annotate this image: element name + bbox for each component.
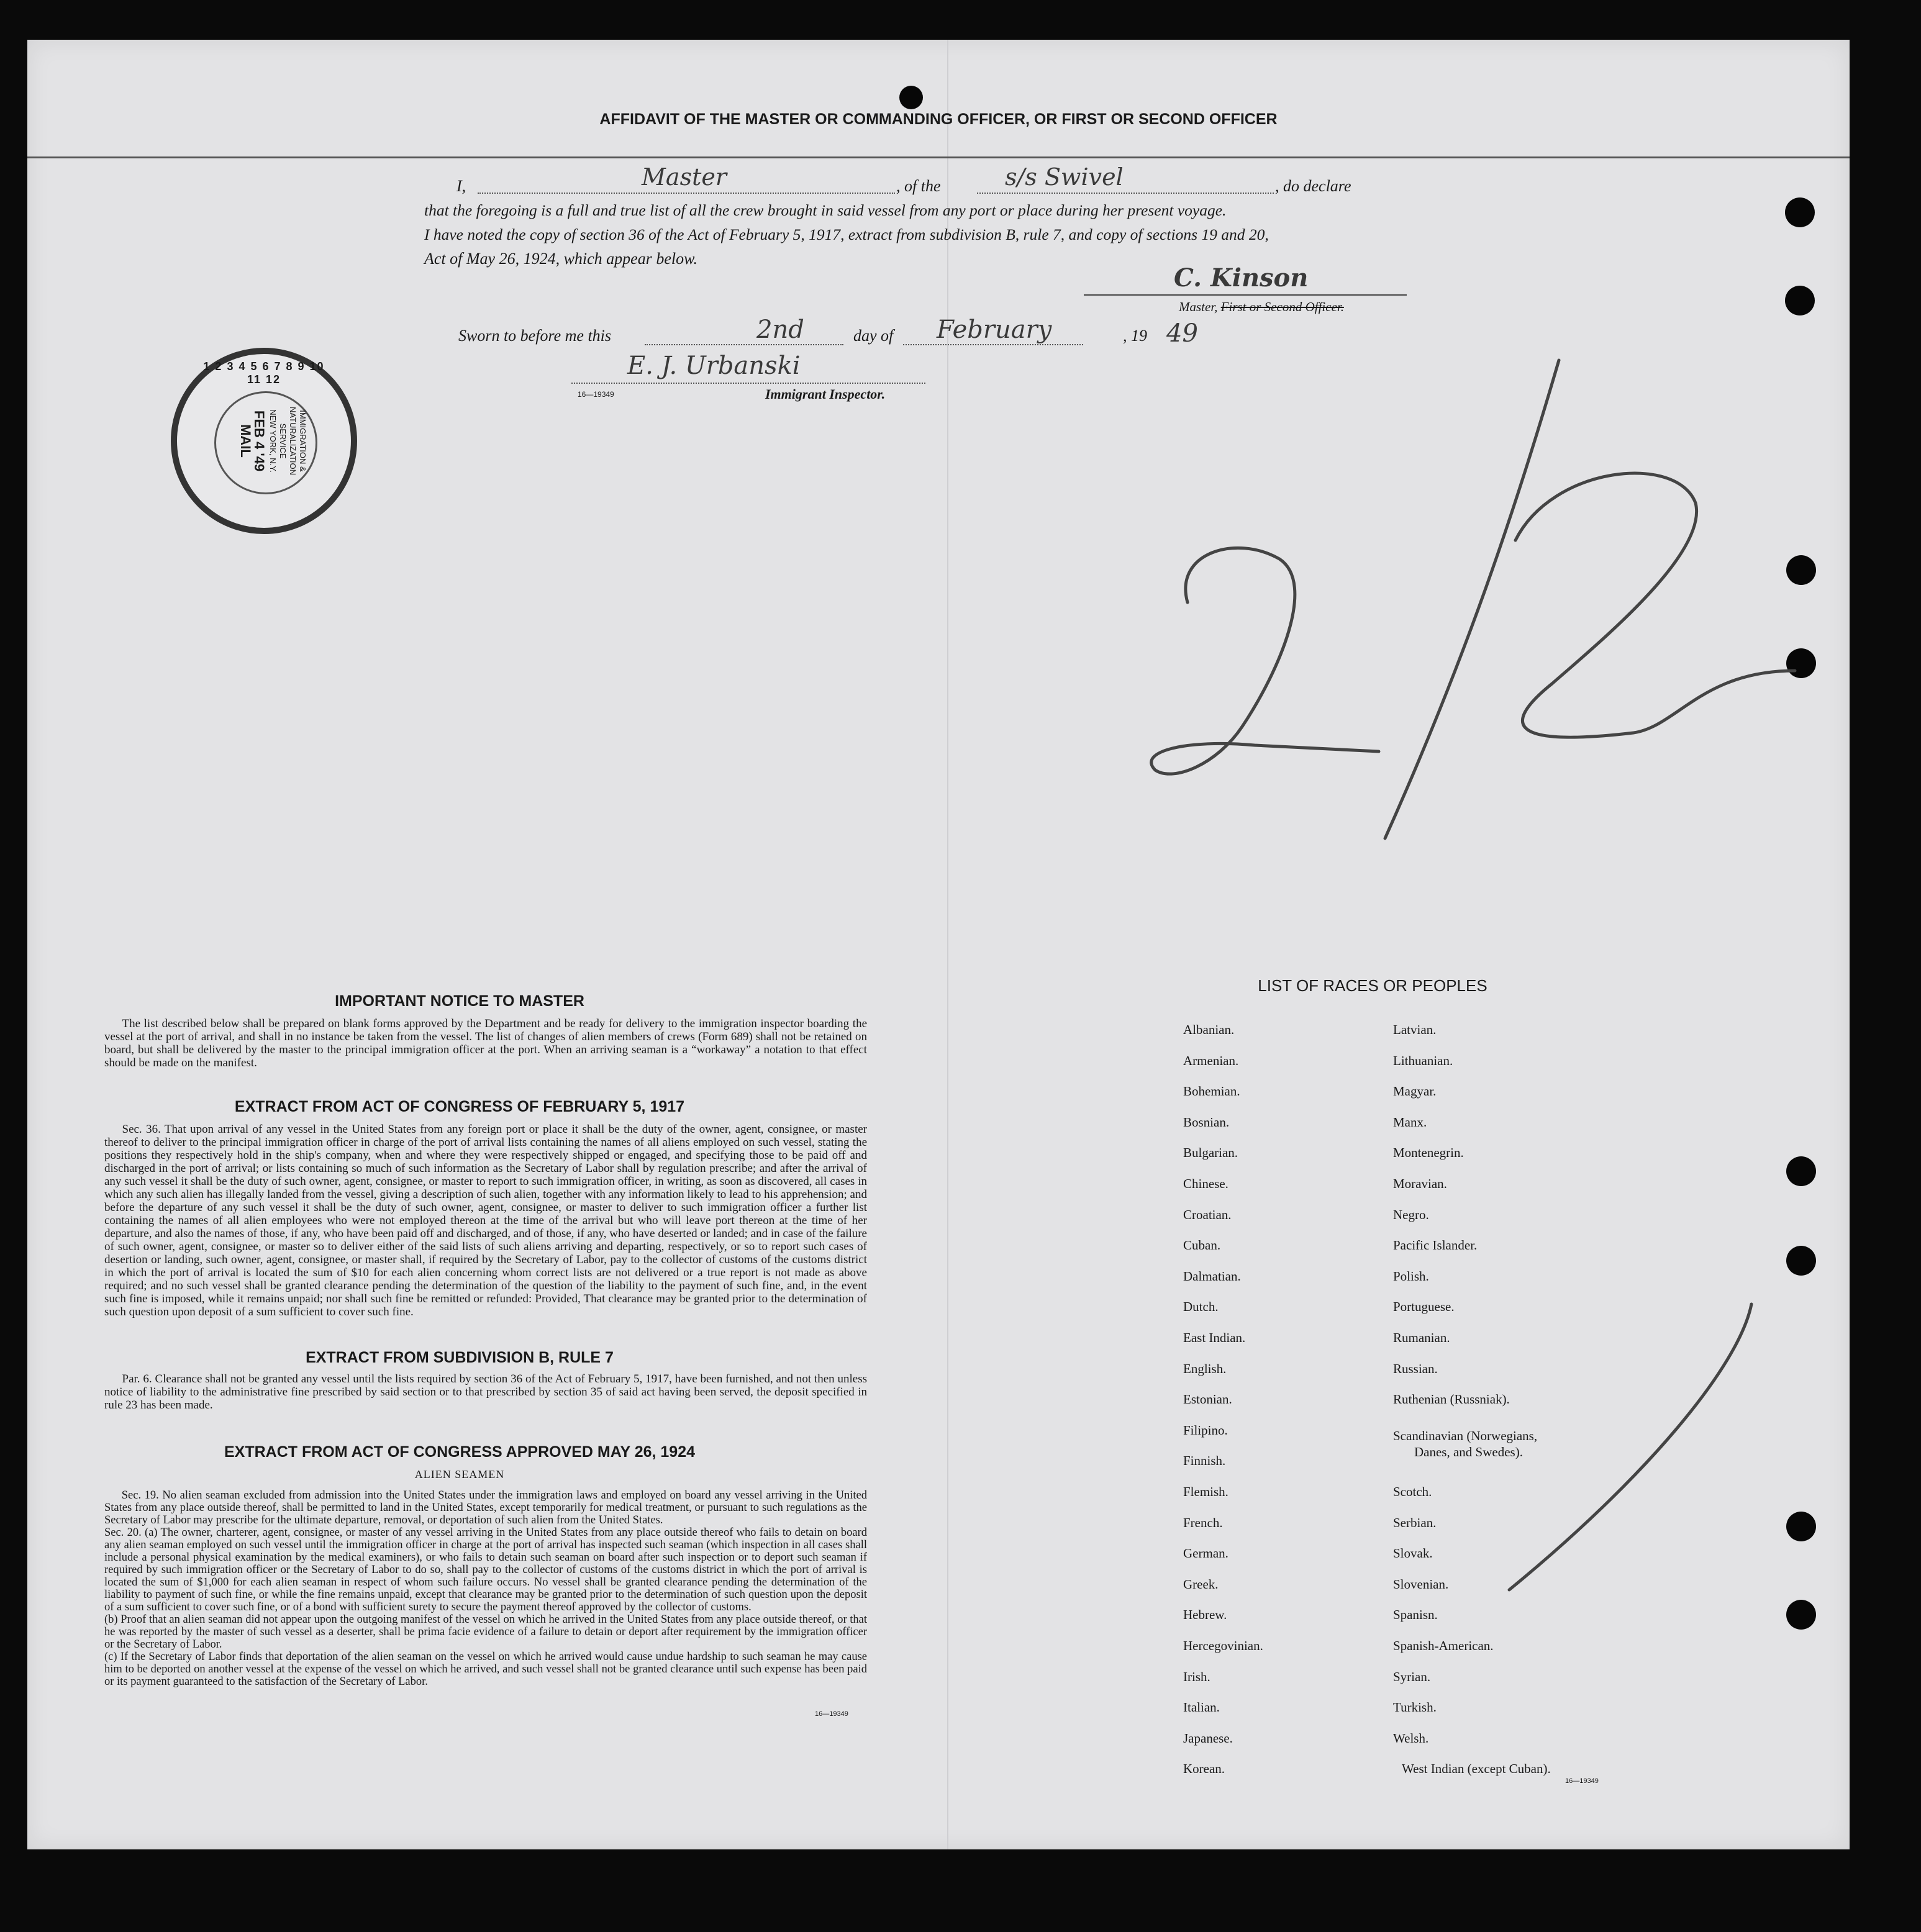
- race-item: Chinese.: [1183, 1176, 1228, 1191]
- race-item: Armenian.: [1183, 1053, 1239, 1068]
- fold-line: [947, 40, 948, 1849]
- handwritten-slash: [1491, 1292, 1776, 1602]
- sworn-line: [458, 315, 1228, 355]
- race-item: Russian.: [1393, 1361, 1438, 1376]
- race-item: Montenegrin.: [1393, 1145, 1464, 1161]
- race-item: Polish.: [1393, 1268, 1429, 1284]
- day-of-label: day of: [853, 327, 894, 345]
- race-item: Irish.: [1183, 1669, 1210, 1684]
- rank-handwritten: Master: [642, 163, 727, 191]
- race-item: Slovak.: [1393, 1546, 1433, 1561]
- notice-body: The list described below shall be prepared on blank forms approved by the Department and be ready for delivery to the immigration inspector boarding the vessel at the port of arrival, and shall in no instance be taken from the vessel. The list of changes of alien members of crews (Form 689) shall not be retained on board, but shall be delivered by the master to the principal immigration officer at the port. When an arriving seaman is a “workaway” a notation to that effect should be made on the manifest.: [104, 1017, 867, 1069]
- race-item: Croatian.: [1183, 1207, 1232, 1222]
- race-item: Filipino.: [1183, 1422, 1228, 1438]
- sworn-label: Sworn to before me this: [458, 327, 612, 345]
- race-item: Syrian.: [1393, 1669, 1431, 1684]
- stamp-line-5: MAIL: [238, 424, 253, 458]
- punch-hole: [1786, 1246, 1816, 1276]
- annotation-2-2-strokes: [1118, 348, 1801, 857]
- affidavit-line-2: that the foregoing is a full and true list of all the crew brought in said vessel from any port or place during her present voyage.: [424, 201, 1227, 219]
- year-handwritten: 49: [1166, 319, 1198, 348]
- race-item: Dutch.: [1183, 1299, 1219, 1315]
- stamp-line-2: SERVICE: [278, 423, 288, 459]
- race-item: Flemish.: [1183, 1484, 1228, 1499]
- punch-hole: [1785, 286, 1815, 315]
- month-handwritten: February: [937, 315, 1052, 344]
- race-item: Spanisn.: [1393, 1607, 1438, 1623]
- race-item: Bosnian.: [1183, 1114, 1230, 1130]
- race-item: French.: [1183, 1515, 1223, 1530]
- header-rule: [27, 156, 1850, 158]
- race-item: Moravian.: [1393, 1176, 1447, 1191]
- of-the-label: , of the: [896, 177, 941, 195]
- extract-rule7-title: EXTRACT FROM SUBDIVISION B, RULE 7: [306, 1349, 614, 1366]
- inspector-line: [571, 383, 925, 384]
- form-number-right: 16—19349: [1565, 1777, 1599, 1785]
- signature-line: [1084, 294, 1407, 296]
- master-signature: C. Kinson: [1174, 263, 1309, 293]
- race-item: Serbian.: [1393, 1515, 1437, 1530]
- race-item: Dalmatian.: [1183, 1268, 1241, 1284]
- notice-title: IMPORTANT NOTICE TO MASTER: [335, 992, 584, 1010]
- punch-hole: [1786, 1512, 1816, 1541]
- stamp-line-3: NEW YORK, N.Y.: [268, 409, 278, 473]
- year-prefix: , 19: [1123, 327, 1147, 345]
- signature-caption: [1179, 299, 1344, 315]
- inspector-signature: E. J. Urbanski: [627, 351, 801, 380]
- immigration-date-stamp: [171, 348, 357, 534]
- race-item: Greek.: [1183, 1576, 1219, 1592]
- affidavit-line-4: Act of May 26, 1924, which appear below.: [424, 250, 698, 268]
- i-label: I,: [456, 177, 466, 195]
- race-item: Turkish.: [1393, 1700, 1437, 1715]
- inspector-caption: Immigrant Inspector.: [765, 386, 886, 402]
- race-item: West Indian (except Cuban).: [1402, 1761, 1551, 1777]
- race-item: Finnish.: [1183, 1453, 1226, 1469]
- race-item: Portuguese.: [1393, 1299, 1455, 1315]
- race-item: Korean.: [1183, 1761, 1225, 1777]
- rank-field: [478, 193, 895, 194]
- affidavit-line-1: [424, 163, 1430, 198]
- race-item: Manx.: [1393, 1114, 1427, 1130]
- race-item: Hercegovinian.: [1183, 1638, 1263, 1653]
- extract-1917-body: Sec. 36. That upon arrival of any vessel in the United States from any foreign port or place it shall be the duty of the owner, agent, consignee, or master thereof to deliver to the principal immigration officer in charge of the port of arrival lists containing the names of all aliens employed on such vessel, stating the positions they respectively hold in the ship's company, when and where they were respectively shipped or engaged, and specifying those to be paid off and discharged in the port of arrival; or lists containing so much of such information as the Secretary of Labor shall by regulation prescribe; and after the arrival of any such vessel it shall be the duty of such owner, agent, consignee, or master to report to such immigration officer, in writing, as soon as discovered, all cases in which any such alien has illegally landed from the vessel, giving a description of such alien, together with any information likely to lead to his apprehension; and before the departure of any such vessel it shall be the duty of such owner, agent, consignee, or master to deliver to such immigration officer a further list containing the names of all alien employees who were not employed thereon at the time of the arrival but who will leave port thereon at the time of her departure, and also the names of those, if any, who have been paid off and discharged, and of those, if any, who have deserted or landed; and in case of the failure of such owner, agent, consignee, or master so to deliver either of the said lists of such aliens arriving and departing, respectively, or so to report such cases of desertion or landing, such owner, agent, consignee, or master shall, if required by the Secretary of Labor, pay to the collector of customs of the customs district in which the port of arrival is located the sum of $10 for each alien concerning whom correct lists are not delivered or a true report is not made as above required; and no such vessel shall be granted clearance pending the determination of the question of the liability to the payment of such fine, and, in the event such fine is imposed, while it remains unpaid; nor shall such fine be remitted or refunded: Provided, That clearance may be granted prior to the determination of such question upon deposit of a sum sufficient to cover such fine.: [104, 1123, 867, 1318]
- caption-master: Master,: [1179, 299, 1218, 314]
- vessel-handwritten: s/s Swivel: [1005, 163, 1124, 191]
- extract-1917-title: EXTRACT FROM ACT OF CONGRESS OF FEBRUARY 5, 1917: [234, 1098, 685, 1115]
- race-item: Bulgarian.: [1183, 1145, 1238, 1161]
- race-item: Hebrew.: [1183, 1607, 1227, 1623]
- race-item: Estonian.: [1183, 1392, 1232, 1407]
- race-item: German.: [1183, 1546, 1228, 1561]
- race-item: Italian.: [1183, 1700, 1220, 1715]
- form-number-left: 16—19349: [815, 1710, 848, 1718]
- stamp-line-4: FEB 4 '49: [252, 410, 267, 472]
- race-item: Magyar.: [1393, 1084, 1437, 1099]
- race-item: Lithuanian.: [1393, 1053, 1453, 1068]
- day-field: [645, 344, 843, 345]
- punch-hole: [1785, 197, 1815, 227]
- race-item: East Indian.: [1183, 1330, 1246, 1345]
- extract-1924-subtitle: ALIEN SEAMEN: [414, 1468, 505, 1481]
- race-item: Ruthenian (Russniak).: [1393, 1392, 1510, 1407]
- extract-1924-title: EXTRACT FROM ACT OF CONGRESS APPROVED MAY 26, 1924: [224, 1443, 696, 1461]
- stamp-line-1: IMMIGRATION & NATURALIZATION: [288, 406, 307, 476]
- race-item: Scotch.: [1393, 1484, 1432, 1499]
- races-title: LIST OF RACES OR PEOPLES: [1258, 976, 1487, 995]
- vessel-field: [977, 193, 1274, 194]
- stamp-text: [220, 397, 307, 484]
- race-item: Danes, and Swedes).: [1414, 1444, 1523, 1459]
- race-item: Rumanian.: [1393, 1330, 1450, 1345]
- race-item: Cuban.: [1183, 1238, 1221, 1253]
- extract-rule7-body: Par. 6. Clearance shall not be granted any vessel until the lists required by section 36 of the Act of February 5, 1917, have been furnished, and not then unless notice of liability to the administrative fine prescribed by said section or to that prescribed by section 35 of said act having been served, the deposit specified in rule 23 has been made.: [104, 1372, 867, 1412]
- race-item: English.: [1183, 1361, 1227, 1376]
- race-item: Albanian.: [1183, 1022, 1235, 1037]
- extract-1924-body: Sec. 19. No alien seaman excluded from admission into the United States under the immigration laws and employed on board any vessel arriving in the United States from any place outside thereof, shall be permitted to land in the United States, except temporarily for medical treatment, or pursuant to such regulations as the Secretary of Labor may prescribe for the ultimate departure, removal, or deportation of such alien from the United States. Sec. 20. (a) The owner, charterer, agent, consignee, or master of any vessel arriving in the United States from any place outside thereof who fails to detain on board any alien seaman employed on such vessel until the immigration officer in charge at the port of arrival has inspected such seaman (which inspection in all cases shall include a personal physical examination by the medical examiners), or who fails to detain such seaman on board after such inspection or to deport such seaman if required by such immigration officer or the Secretary of Labor to do so, shall pay to the collector of customs of the customs district in which the port of arrival is located the sum of $1,000 for each alien seaman in respect of whom such failure occurs. No vessel shall be granted clearance pending the determination of the liability to payment of such fine, or while the fine remains unpaid, except that clearance may be granted prior to the determination of such question upon the deposit of a sum sufficient to cover such fine, or of a bond with sufficient surety to secure the payment thereof approved by the collector of customs. (b) Proof that an alien seaman did not appear upon the outgoing manifest of the vessel on which he arrived in the United States from any place outside thereof, or that he was reported by the master of such vessel as a deserter, shall be prima facie evidence of a failure to detain or deport after requirement by the immigration officer or the Secretary of Labor. (c) If the Secretary of Labor finds that deportation of the alien seaman on the vessel on which he arrived would cause undue hardship to such seaman he may cause him to be deported on another vessel at the expense of the vessel on which he arrived, and such vessel shall not be granted clearance until such expense has been paid or its payment guaranteed to the satisfaction of the Secretary of Labor.: [104, 1489, 867, 1688]
- caption-struck: First or Second Officer.: [1220, 299, 1344, 314]
- punch-hole: [899, 86, 923, 109]
- race-item: Bohemian.: [1183, 1084, 1240, 1099]
- form-number-top: 16—19349: [578, 390, 614, 399]
- stamp-ring-numbers: 1 2 3 4 5 6 7 8 9 10 11 12: [203, 360, 325, 386]
- declare-label: , do declare: [1275, 177, 1351, 195]
- punch-hole: [1786, 1600, 1816, 1630]
- race-item: Welsh.: [1393, 1730, 1429, 1746]
- day-handwritten: 2nd: [756, 315, 804, 344]
- race-item: Spanish-American.: [1393, 1638, 1494, 1653]
- affidavit-title: AFFIDAVIT OF THE MASTER OR COMMANDING OFFICER, OR FIRST OR SECOND OFFICER: [599, 111, 1278, 128]
- race-item: Pacific Islander.: [1393, 1238, 1478, 1253]
- race-item: Slovenian.: [1393, 1576, 1449, 1592]
- month-field: [903, 344, 1083, 345]
- race-item: Japanese.: [1183, 1730, 1233, 1746]
- race-item: Scandinavian (Norwegians,: [1393, 1428, 1538, 1443]
- annotation-2-2: [1118, 348, 1801, 857]
- race-item: Negro.: [1393, 1207, 1429, 1222]
- affidavit-line-3: I have noted the copy of section 36 of the Act of February 5, 1917, extract from subdivision B, rule 7, and copy of sections 19 and 20,: [424, 225, 1269, 243]
- punch-hole: [1786, 1156, 1816, 1186]
- race-item: Latvian.: [1393, 1022, 1437, 1037]
- affidavit-body: [424, 163, 1430, 271]
